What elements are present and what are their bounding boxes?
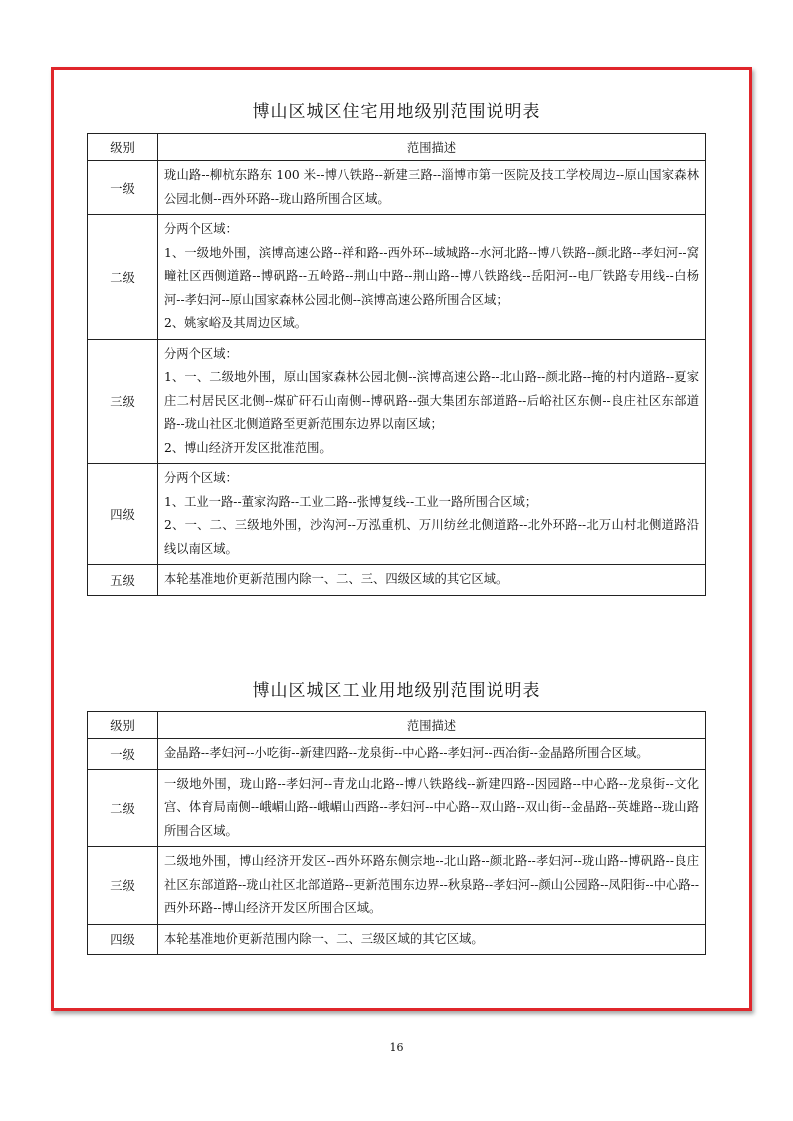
header-description: 范围描述 <box>158 712 706 739</box>
description-line: 珑山路--柳杭东路东 100 米--博八铁路--新建三路--淄博市第一医院及技工学校周边--原山国家森林公园北侧--西外环路--珑山路所围合区域。 <box>164 168 699 206</box>
description-line: 二级地外围，博山经济开发区--西外环路东侧宗地--北山路--颜北路--孝妇河--珑山路--博矾路--良庄社区东部道路--珑山社区北部道路--更新范围东边界--秋泉路--孝妇河--颜山公园路--凤阳街--中心路--西外环路--博山经济开发区所围合区域。 <box>164 854 699 915</box>
description-cell <box>158 565 706 596</box>
table-row <box>88 215 706 340</box>
table-row <box>88 847 706 925</box>
table-row <box>88 739 706 770</box>
description-cell <box>158 464 706 565</box>
residential-table <box>87 133 706 596</box>
description-cell <box>158 339 706 464</box>
description-line: 分两个区域： <box>164 346 238 361</box>
description-cell <box>158 161 706 215</box>
residential-table-title: 博山区城区住宅用地级别范围说明表 <box>252 102 541 122</box>
table-row <box>88 565 706 596</box>
description-line: 2、博山经济开发区批准范围。 <box>164 440 332 455</box>
table-row <box>88 769 706 847</box>
description-line: 分两个区域： <box>164 222 238 236</box>
description-line: 2、一、二、三级地外围，沙沟河--万泓重机、万川纺丝北侧道路--北外环路--北万山村北侧道路沿线以南区域。 <box>164 518 699 556</box>
level-cell: 三级 <box>88 339 158 464</box>
table-row <box>88 339 706 464</box>
header-level: 级别 <box>88 712 158 739</box>
description-cell <box>158 847 706 925</box>
level-cell: 四级 <box>88 464 158 565</box>
table-header-row <box>88 134 706 161</box>
level-cell: 五级 <box>88 565 158 596</box>
table-header-row <box>88 712 706 739</box>
description-line: 1、工业一路--董家沟路--工业二路--张博复线--工业一路所围合区域； <box>164 494 538 509</box>
header-level: 级别 <box>88 134 158 161</box>
description-line: 本轮基准地价更新范围内除一、二、三、四级区域的其它区域。 <box>164 572 509 586</box>
description-line: 2、姚家峪及其周边区域。 <box>164 316 308 330</box>
description-cell <box>158 924 706 955</box>
page-number: 16 <box>389 1041 404 1054</box>
level-cell: 一级 <box>88 739 158 770</box>
description-cell <box>158 739 706 770</box>
description-line: 本轮基准地价更新范围内除一、二、三级区域的其它区域。 <box>164 931 484 946</box>
description-cell <box>158 215 706 340</box>
industrial-table-title: 博山区城区工业用地级别范围说明表 <box>252 681 541 701</box>
description-cell <box>158 769 706 847</box>
level-cell: 二级 <box>88 215 158 340</box>
level-cell: 一级 <box>88 161 158 215</box>
description-line: 分两个区域： <box>164 471 238 485</box>
description-line: 1、一级地外围，滨博高速公路--祥和路--西外环--域城路--水河北路--博八铁路--颜北路--孝妇河--窝疃社区西侧道路--博矾路--五岭路--荆山中路--荆山路--博八铁路线--岳阳河--电厂铁路专用线--白杨河--孝妇河--原山国家森林公园北侧--滨博高速公路所围合区域； <box>164 245 699 307</box>
description-line: 一级地外围，珑山路--孝妇河--青龙山北路--博八铁路线--新建四路--因园路--中心路--龙泉街--文化宫、体育局南侧--峨嵋山路--峨嵋山西路--孝妇河--中心路--双山路--双山街--金晶路--英雄路--珑山路所围合区域。 <box>164 776 699 838</box>
table-row <box>88 464 706 565</box>
residential-table-body <box>88 161 706 596</box>
level-cell: 三级 <box>88 847 158 925</box>
description-line: 金晶路--孝妇河--小吃街--新建四路--龙泉街--中心路--孝妇河--西冶街--金晶路所围合区域。 <box>164 746 649 760</box>
table-row <box>88 161 706 215</box>
header-description: 范围描述 <box>158 134 706 161</box>
table-row <box>88 924 706 955</box>
level-cell: 二级 <box>88 769 158 847</box>
description-line: 1、一、二级地外围，原山国家森林公园北侧--滨博高速公路--北山路--颜北路--掩的村内道路--夏家庄二村居民区北侧--煤矿矸石山南侧--博矾路--强大集团东部道路--后峪社区东侧--良庄社区东部道路--珑山社区北侧道路至更新范围东边界以南区域； <box>164 370 699 431</box>
industrial-table-body <box>88 739 706 955</box>
level-cell: 四级 <box>88 924 158 955</box>
industrial-table <box>87 711 706 955</box>
